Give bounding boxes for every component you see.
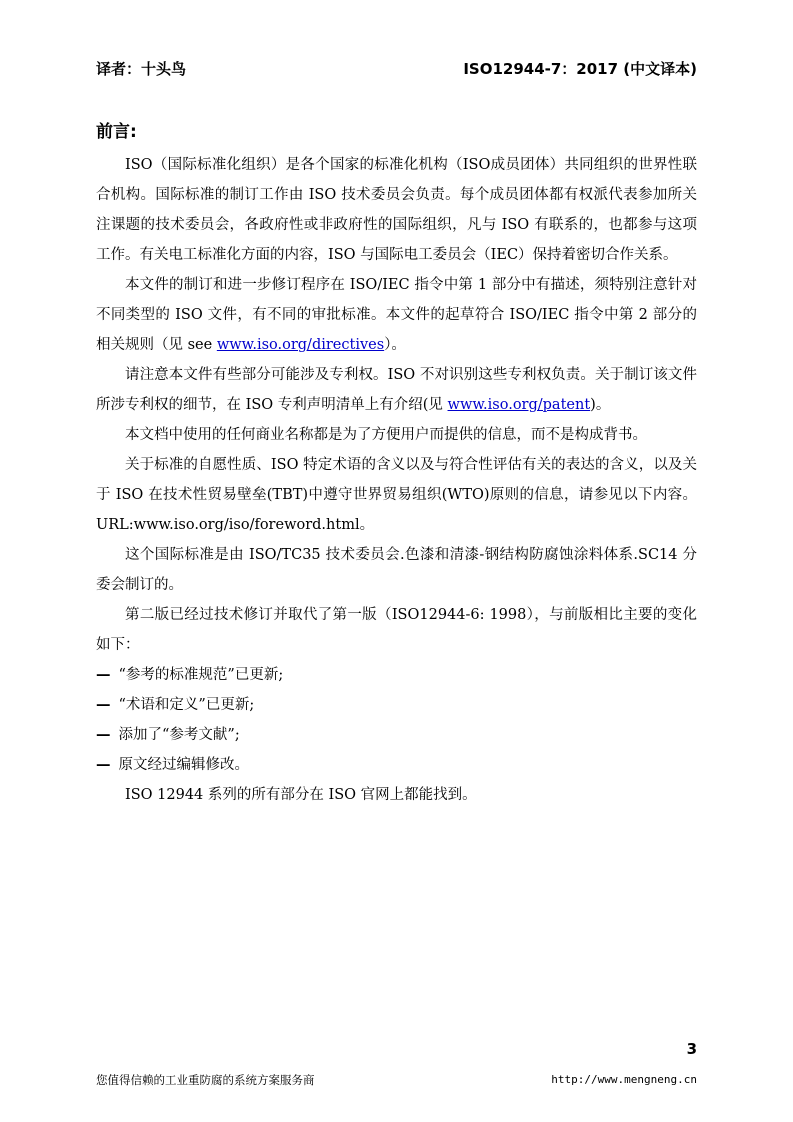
paragraph	[96, 600, 697, 660]
paragraph-text: 本文件的制订和进一步修订程序在 ISO/IEC 指令中第 1 部分中有描述，须特别注意针对不同类型的 ISO 文件，有不同的审批标准。本文件的起草符合 ISO/IEC 指令中第 2 部分的相关规则（见 see	[96, 277, 697, 353]
bullet-dash: —	[96, 727, 111, 743]
paragraph	[96, 420, 697, 450]
footer-tagline: 您值得信赖的工业重防腐的系统方案服务商	[96, 1073, 315, 1087]
list-item-text: “术语和定义”已更新;	[118, 697, 255, 713]
closing-paragraph: ISO 12944 系列的所有部分在 ISO 官网上都能找到。	[125, 787, 477, 803]
paragraph-text: 第二版已经过技术修订并取代了第一版（ISO12944-6: 1998），与前版相比主要的变化如下：	[96, 607, 697, 653]
list-item	[96, 750, 697, 780]
paragraph-text: ）。	[384, 337, 406, 353]
paragraph-text: ISO（国际标准化组织）是各个国家的标准化机构（ISO成员团体）共同组织的世界性联合机构。国际标准的制订工作由 ISO 技术委员会负责。每个成员团体都有权派代表参加所关注课题的技术委员会，各政府性或非政府性的国际组织，凡与 ISO 有联系的，也都参与这项工作。有关电工标准化方面的内容，ISO 与国际电工委员会（IEC）保持着密切合作关系。	[96, 157, 697, 263]
list-item-text: “参考的标准规范”已更新;	[118, 667, 284, 683]
page-footer	[96, 1070, 697, 1090]
foreword-body	[96, 150, 697, 810]
page-header	[96, 58, 697, 82]
paragraph	[96, 360, 697, 420]
list-item	[96, 690, 697, 720]
paragraph	[96, 150, 697, 270]
paragraph	[96, 450, 697, 540]
list-item	[96, 660, 697, 690]
page-number: 3	[686, 1040, 697, 1058]
list-item	[96, 720, 697, 750]
paragraph	[96, 540, 697, 600]
document-id: ISO12944-7：2017 (中文译本)	[463, 60, 697, 78]
footer-url[interactable]: http://www.mengneng.cn	[551, 1073, 697, 1086]
list-item-text: 添加了“参考文献”;	[118, 727, 240, 743]
paragraph-text: 请注意本文件有些部分可能涉及专利权。ISO 不对识别这些专利权负责。关于制订该文件所涉专利权的细节，在 ISO 专利声明清单上有介绍(见	[96, 367, 697, 413]
paragraph-text: 本文档中使用的任何商业名称都是为了方便用户而提供的信息，而不是构成背书。	[125, 427, 647, 443]
paragraph-text: )。	[590, 397, 611, 413]
translator-label: 译者：十头鸟	[96, 60, 187, 78]
directives-link[interactable]: www.iso.org/directives	[216, 337, 385, 353]
bullet-dash: —	[96, 667, 111, 683]
paragraph-text: 这个国际标准是由 ISO/TC35 技术委员会.色漆和清漆-钢结构防腐蚀涂料体系.SC14 分委会制订的。	[96, 547, 697, 593]
bullet-dash: —	[96, 697, 111, 713]
paragraph-text: 关于标准的自愿性质、ISO 特定术语的含义以及与符合性评估有关的表达的含义，以及关于 ISO 在技术性贸易壁垒(TBT)中遵守世界贸易组织(WTO)原则的信息，请参见以下内容。URL:www.iso.org/iso/foreword.html。	[96, 457, 697, 533]
bullet-dash: —	[96, 757, 111, 773]
section-title: 前言:	[96, 122, 137, 142]
paragraph	[96, 270, 697, 360]
patent-link[interactable]: www.iso.org/patent	[447, 397, 591, 413]
list-item-text: 原文经过编辑修改。	[118, 757, 249, 773]
